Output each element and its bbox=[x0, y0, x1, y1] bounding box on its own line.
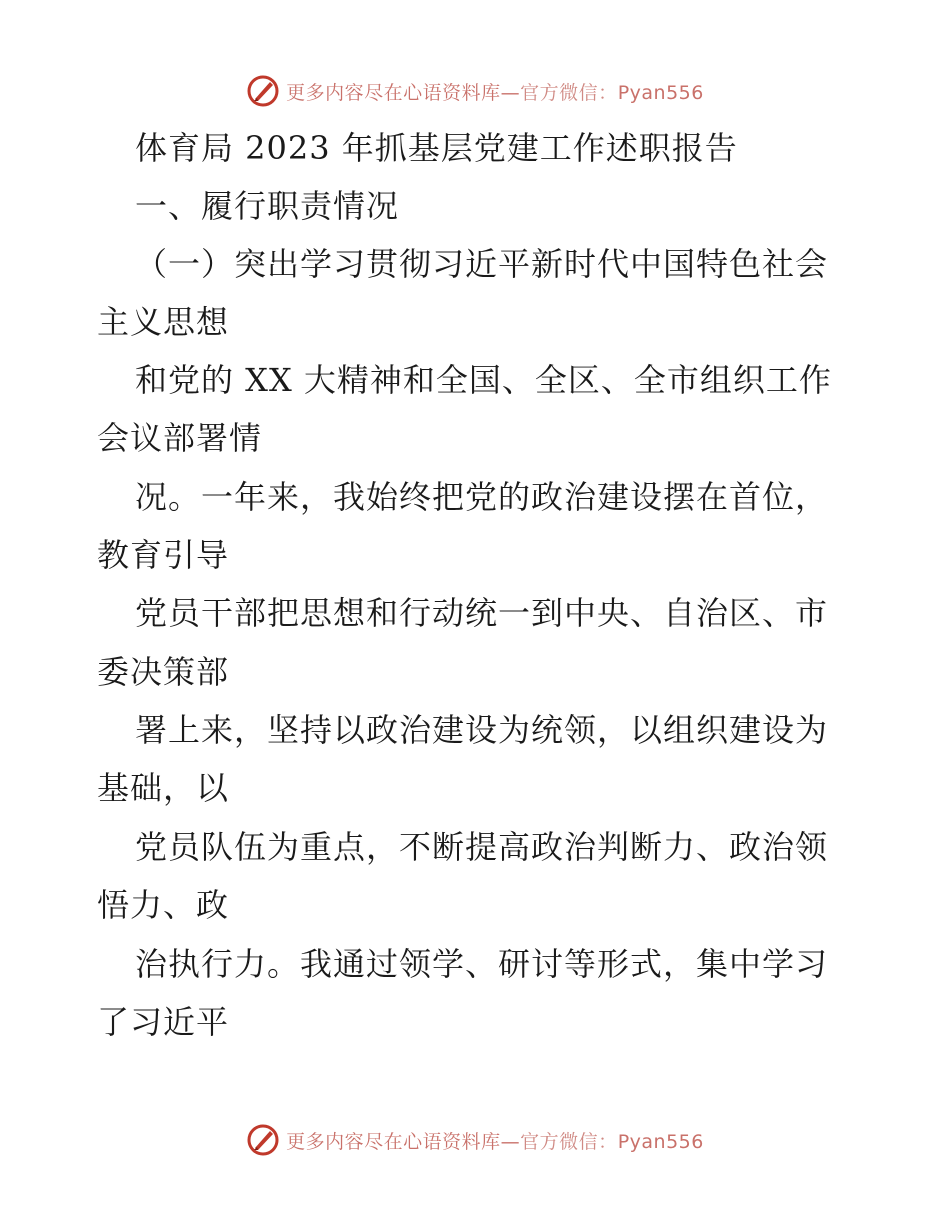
paragraph-line: 了习近平 bbox=[97, 1003, 230, 1041]
watermark-main: 更多内容尽在心语资料库 bbox=[286, 1130, 501, 1153]
paragraph-line: 和党的 XX 大精神和全国、全区、全市组织工作 bbox=[135, 361, 832, 399]
watermark-label: 官方微信： bbox=[520, 1130, 618, 1153]
paragraph-line: 主义思想 bbox=[97, 303, 230, 341]
paragraph-line: 悟力、政 bbox=[97, 886, 230, 924]
section-heading: 一、履行职责情况 bbox=[135, 187, 400, 225]
footer-watermark bbox=[0, 1120, 950, 1160]
document-title: 体育局 2023 年抓基层党建工作述职报告 bbox=[135, 129, 738, 167]
paragraph-line: 基础，以 bbox=[97, 769, 230, 807]
watermark-text bbox=[286, 78, 704, 105]
paragraph-line: 党员干部把思想和行动统一到中央、自治区、市 bbox=[135, 594, 829, 632]
watermark-main: 更多内容尽在心语资料库 bbox=[286, 81, 501, 104]
brush-logo-icon bbox=[246, 1123, 280, 1157]
paragraph-line: 教育引导 bbox=[97, 536, 230, 574]
paragraph-line: 署上来，坚持以政治建设为统领，以组织建设为 bbox=[135, 711, 829, 749]
paragraph-line: 党员队伍为重点，不断提高政治判断力、政治领 bbox=[135, 828, 829, 866]
paragraph-line: 委决策部 bbox=[97, 653, 230, 691]
watermark-id: Pyan556 bbox=[617, 81, 704, 104]
watermark-dash: — bbox=[500, 1130, 521, 1153]
paragraph-line: 况。一年来，我始终把党的政治建设摆在首位， bbox=[135, 478, 829, 516]
paragraph-line: 治执行力。我通过领学、研讨等形式，集中学习 bbox=[135, 945, 829, 983]
paragraph-line: 会议部署情 bbox=[97, 419, 263, 457]
paragraph-line: （一）突出学习贯彻习近平新时代中国特色社会 bbox=[135, 245, 829, 283]
watermark-label: 官方微信： bbox=[520, 81, 618, 104]
watermark-dash: — bbox=[500, 81, 521, 104]
watermark-id: Pyan556 bbox=[617, 1130, 704, 1153]
watermark-text bbox=[286, 1127, 704, 1154]
header-watermark bbox=[0, 71, 950, 111]
brush-logo-icon bbox=[246, 74, 280, 108]
